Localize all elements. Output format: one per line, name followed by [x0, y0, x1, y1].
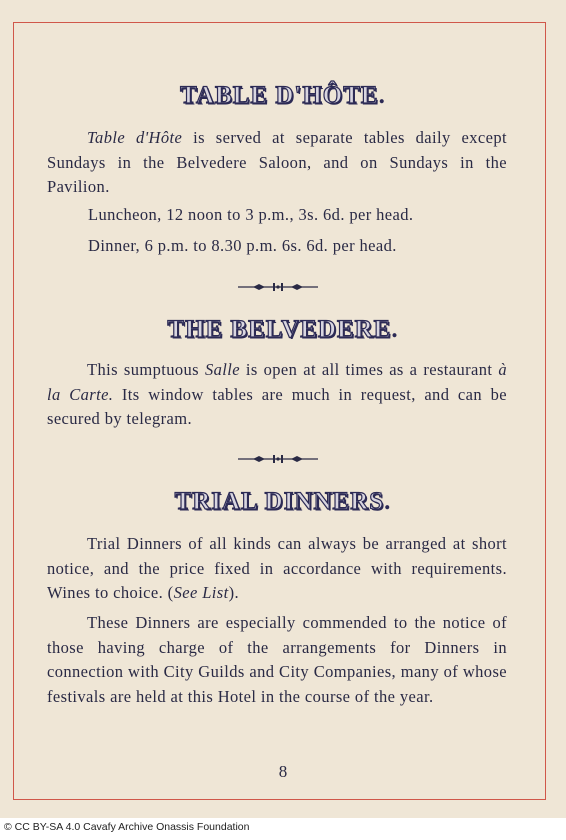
ornament-divider-1 — [233, 281, 323, 293]
heading-trial-dinners: TRIAL DINNERS. — [174, 488, 392, 515]
paragraph-table-dhote: Table d'Hôte is served at separate tables daily except Sundays in the Belvedere Saloon, and on Sundays in the Pavilion. — [47, 128, 507, 196]
heading-table-dhote: TABLE D'HÔTE. — [180, 82, 386, 109]
page-number: 8 — [278, 762, 288, 781]
paragraph-belvedere: This sumptuous Salle is open at all times as a restaurant à la Carte. Its window tables are much in request, and can be secured by telegram. — [47, 360, 507, 428]
paragraph-trial-dinners-1: Trial Dinners of all kinds can always be arranged at short notice, and the price fixed in accordance with requirements. Wines to choice. (See List). — [47, 534, 507, 602]
paragraph-trial-dinners-2: These Dinners are especially commended to the notice of those having charge of the arrangements for Dinners in connection with City Guilds and City Companies, many of whose festivals are held at this Hotel in the course of the year. — [47, 613, 507, 706]
heading-the-belvedere: THE BELVEDERE. — [167, 316, 399, 343]
ornament-divider-2 — [233, 453, 323, 465]
copyright-credit: © CC BY-SA 4.0 Cavafy Archive Onassis Foundation — [4, 821, 250, 833]
dinner-line: Dinner, 6 p.m. to 8.30 p.m. 6s. 6d. per head. — [88, 236, 397, 255]
luncheon-line: Luncheon, 12 noon to 3 p.m., 3s. 6d. per head. — [88, 205, 414, 224]
